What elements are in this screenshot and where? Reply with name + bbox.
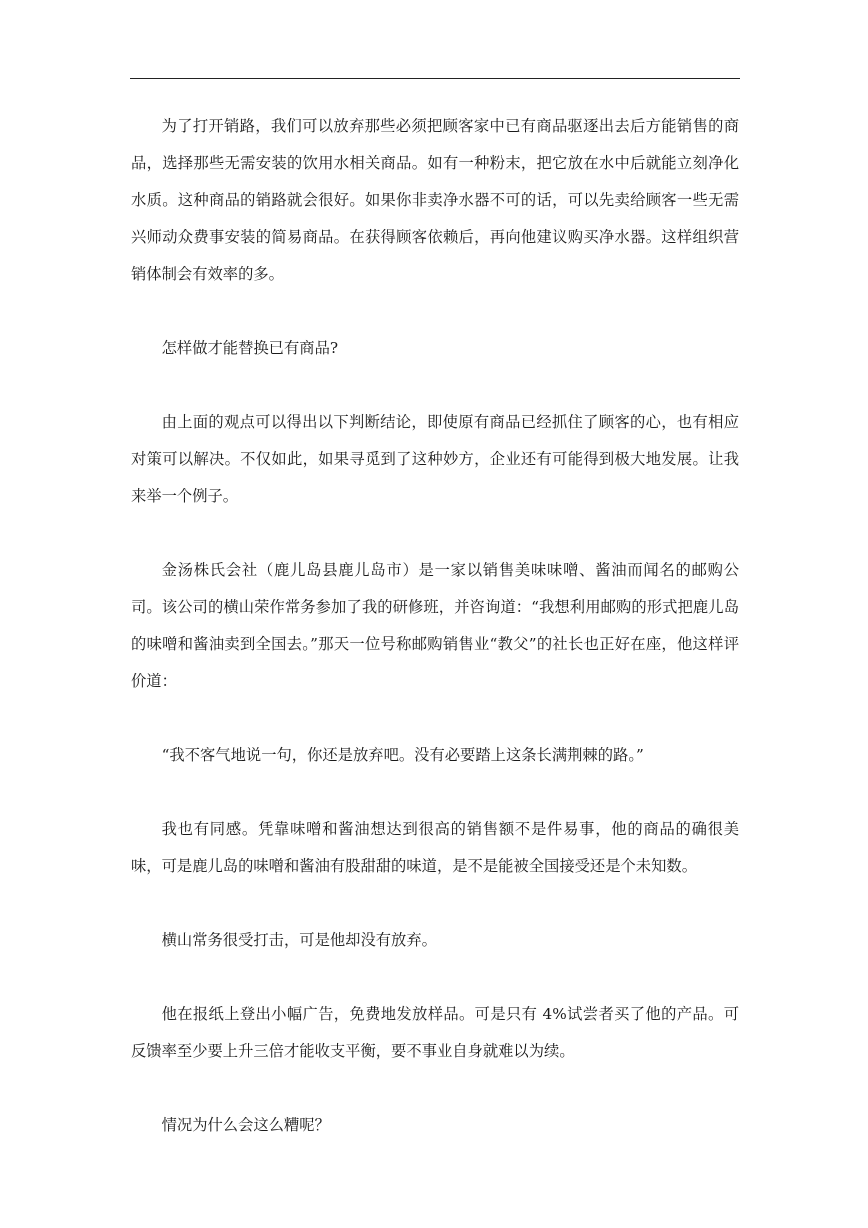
paragraph-heading: 怎样做才能替换已有商品? — [161, 339, 339, 357]
paragraph-quote: “我不客气地说一句，你还是放弃吧。没有必要踏上这条长满荆棘的路。” — [161, 746, 644, 764]
paragraph: 由上面的观点可以得出以下判断结论，即使原有商品已经抓住了顾客的心，也有相应对策可以解决。不仅如此，如果寻觅到了这种妙方，企业还有可能得到极大地发展。让我来举一个例子。 — [131, 413, 739, 505]
paragraph: 我也有同感。凭靠味噌和酱油想达到很高的销售额不是件易事，他的商品的确很美味，可是鹿儿岛的味噌和酱油有股甜甜的味道，是不是能被全国接受还是个未知数。 — [131, 820, 739, 875]
paragraph: 他在报纸上登出小幅广告，免费地发放样品。可是只有 4%试尝者买了他的产品。可反馈率至少要上升三倍才能收支平衡，要不事业自身就难以为续。 — [131, 1005, 739, 1060]
paragraph-heading: 情况为什么会这么糟呢？ — [161, 1116, 330, 1134]
paragraph: 横山常务很受打击，可是他却没有放弃。 — [161, 931, 437, 949]
document-body — [131, 108, 739, 1181]
paragraph: 金汤株氏会社（鹿儿岛县鹿儿岛市）是一家以销售美味味噌、酱油而闻名的邮购公司。该公司的横山荣作常务参加了我的研修班，并咨询道：“我想利用邮购的形式把鹿儿岛的味噌和酱油卖到全国去。”那天一位号称邮购销售业“教父”的社长也正好在座，他这样评价道： — [131, 561, 739, 690]
paragraph: 为了打开销路，我们可以放弃那些必须把顾客家中已有商品驱逐出去后方能销售的商品，选择那些无需安装的饮用水相关商品。如有一种粉末，把它放在水中后就能立刻净化水质。这种商品的销路就会很好。如果你非卖净水器不可的话，可以先卖给顾客一些无需兴师动众费事安装的简易商品。在获得顾客依赖后，再向他建议购买净水器。这样组织营销体制会有效率的多。 — [131, 117, 739, 283]
header-rule — [130, 78, 740, 79]
